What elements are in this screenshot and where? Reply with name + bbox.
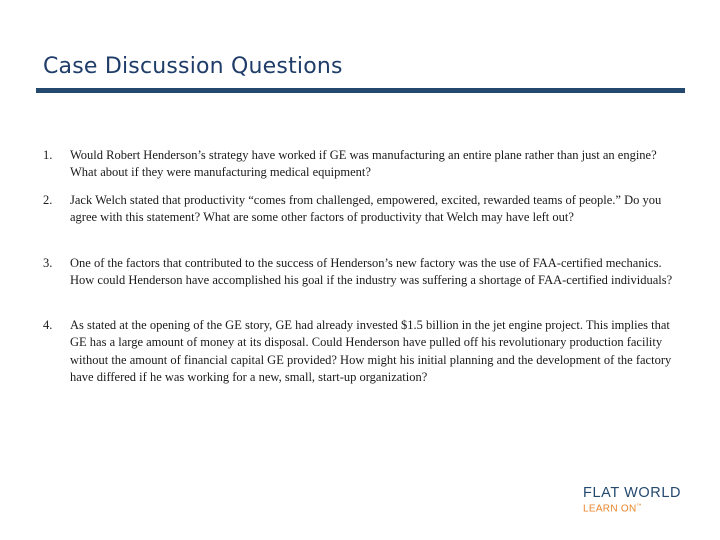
trademark-symbol: ™ [636,503,642,509]
question-text: Would Robert Henderson’s strategy have worked if GE was manufacturing an entire plane rather than just an engine? What about if they were manufacturing medical equipment? [70,148,657,180]
question-number: 2. [43,193,53,207]
title-divider [36,88,685,93]
question-number: 3. [43,256,53,270]
logo-tagline-text: LEARN ON [583,503,637,515]
logo-tagline [583,503,642,514]
question-number: 1. [43,148,53,162]
question-text: One of the factors that contributed to the success of Henderson’s new factory was the use of FAA-certified mechanics. How could Henderson have accomplished his goal if the industry was suffering a shortage of FAA-certified individuals? [70,256,673,288]
question-text: Jack Welch stated that productivity “comes from challenged, empowered, excited, rewarded teams of people.” Do you agree with this statement? What are some other factors of productivity that Welch may have left out? [70,193,662,225]
page-title: Case Discussion Questions [43,54,343,79]
question-number: 4. [43,318,53,332]
flat-world-logo [583,485,693,519]
logo-wordmark: FLAT WORLD [583,485,682,501]
question-text: As stated at the opening of the GE story, GE had already invested $1.5 billion in the jet engine project. This implies that GE has a large amount of money at its disposal. Could Henderson have pulled off his revolutionary production facility without the amount of financial capital GE provided? How might his initial planning and the development of the factory have differed if he was working for a new, small, start-up organization? [70,318,672,384]
